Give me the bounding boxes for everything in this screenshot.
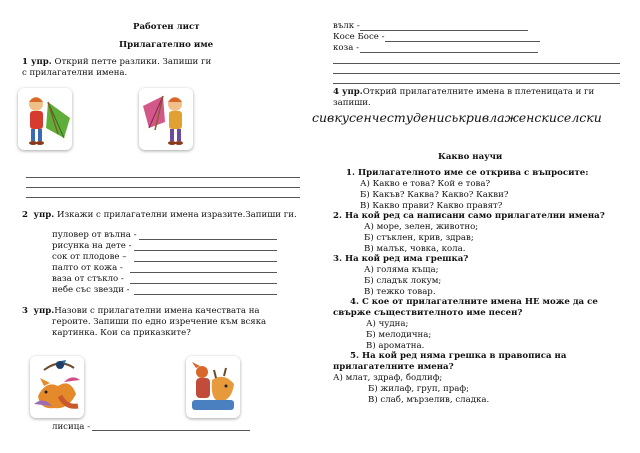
answer-line: [360, 52, 538, 53]
question-5-option: А) млат, здраф, бодлиф;: [333, 373, 443, 383]
answer-line: [333, 73, 620, 74]
learned-title: Какво научи: [438, 152, 503, 162]
question-2-option: В) малък, човка, кола.: [364, 244, 466, 254]
question-4-option: А) чудна;: [366, 319, 409, 329]
exercise-2-item: палто от кожа -: [52, 263, 123, 273]
answer-line: [26, 187, 300, 188]
exercise-3-number: 3: [22, 306, 28, 316]
answer-line: [130, 283, 277, 284]
question-3: 3. На кой ред има грешка?: [333, 254, 469, 264]
exercise-2-item: небе със звезди -: [52, 285, 130, 295]
question-1-option: Б) Какъв? Каква? Какво? Какви?: [360, 190, 509, 200]
question-5-line-2: прилагателните имена?: [333, 362, 454, 372]
question-4-line-1: 4. С кое от прилагателните имена НЕ може да се: [350, 297, 598, 307]
question-4-option: Б) мелодична;: [366, 330, 432, 340]
character-item-wolf: вълк -: [333, 21, 360, 31]
exercise-2-item: сок от плодове –: [52, 252, 127, 262]
exercise-4-line-1: [333, 87, 594, 98]
exercise-2-item: ваза от стъкло -: [52, 274, 124, 284]
question-3-option: А) голяма къща;: [364, 265, 439, 275]
question-1: 1. Прилагателното име се открива с въпросите:: [346, 168, 589, 178]
page-subtitle: Прилагателно име: [119, 40, 214, 50]
question-5-option: В) слаб, мързелив, сладка.: [368, 395, 490, 405]
answer-line: [130, 272, 277, 273]
girl-umbrella-picture-1: [18, 88, 72, 150]
question-3-option: Б) сладък локум;: [364, 276, 442, 286]
question-4-option: В) ароматна.: [366, 341, 425, 351]
exercise-3-line-2: героите. Запиши по едно изречение към всяка: [52, 317, 267, 327]
answer-line: [26, 197, 300, 198]
exercise-3-line-3: картинка. Кои са приказките?: [52, 328, 191, 338]
answer-line: [333, 83, 620, 84]
exercise-1-line-2: с прилагателни имена.: [22, 68, 128, 78]
word-puzzle: сивкусенчестудениськривлаженскиселски: [312, 110, 602, 125]
exercise-2-label: упр.: [33, 210, 55, 220]
exercise-1-text: Открий петте разлики. Запиши ги: [51, 57, 212, 67]
answer-line: [333, 63, 620, 64]
exercise-3-line-1: [22, 306, 260, 317]
exercise-4-text: Открий прилагателните имена в плетеницата и ги: [362, 87, 595, 97]
question-2-option: А) море, зелен, животно;: [364, 222, 479, 232]
question-1-option: А) Какво е това? Кой е това?: [360, 179, 491, 189]
question-4-line-2: свърже съществителното име песен?: [333, 308, 523, 318]
question-5-line-1: 5. На кой ред няма грешка в правописа на: [350, 351, 567, 361]
question-2: 2. На кой ред са написани само прилагателни имена?: [333, 211, 605, 221]
answer-line: [134, 261, 277, 262]
exercise-1-number: 1 упр.: [22, 57, 52, 67]
exercise-3-label: упр.: [33, 306, 55, 316]
goat-picture: [186, 356, 240, 418]
exercise-2-item: рисунка на дете -: [52, 241, 132, 251]
answer-line: [360, 30, 528, 31]
exercise-2-item: пуловер от вълна -: [52, 230, 137, 240]
answer-line: [134, 294, 277, 295]
character-item-kose-bose: Косе Босе -: [333, 32, 385, 42]
exercise-2-number: 2: [22, 210, 28, 220]
page-title: Работен лист: [133, 22, 200, 32]
question-3-option: В) тежко товар.: [364, 287, 436, 297]
exercise-2-text: Изкажи с прилагателни имена изразите.Запиши ги.: [54, 210, 297, 220]
answer-line: [139, 239, 277, 240]
answer-line: [92, 430, 250, 431]
question-2-option: Б) стъклен, крив, здрав;: [364, 233, 474, 243]
exercise-4-line-2: запиши.: [333, 98, 371, 108]
exercise-2-heading: [22, 210, 297, 221]
exercise-3-text: Назови с прилагателни имена качествата на: [54, 306, 260, 316]
exercise-4-number: 4 упр.: [333, 87, 363, 97]
question-5-option: Б) жилаф, груп, праф;: [368, 384, 470, 394]
character-item-goat: коза -: [333, 43, 359, 53]
girl-umbrella-picture-2: [139, 88, 193, 150]
answer-line: [385, 41, 540, 42]
exercise-1-line-1: [22, 57, 211, 68]
answer-line: [26, 177, 300, 178]
fox-picture: [30, 356, 84, 418]
fox-label: лисица -: [52, 422, 91, 432]
question-1-option: В) Какво прави? Какво правят?: [360, 201, 503, 211]
answer-line: [134, 250, 277, 251]
